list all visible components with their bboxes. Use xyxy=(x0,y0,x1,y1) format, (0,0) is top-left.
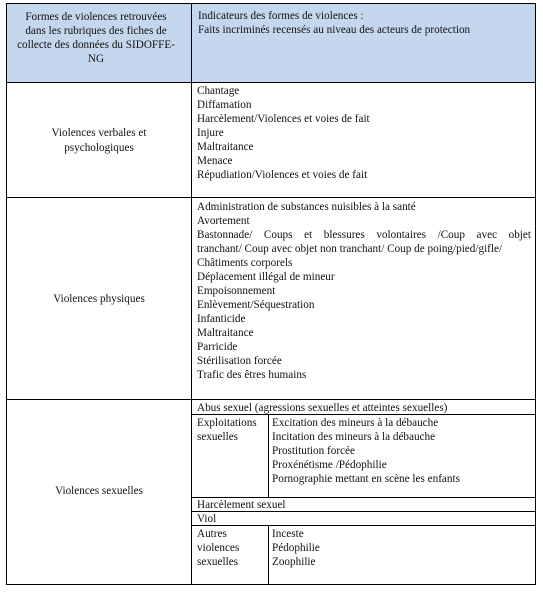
list-item: Chantage xyxy=(197,85,240,97)
category-physical: Violences physiques xyxy=(53,293,145,305)
list-item: Maltraitance xyxy=(197,141,254,153)
exploitation-label-line: sexuelles xyxy=(197,431,239,443)
header-forms-line: collecte des données du SIDOFFE- xyxy=(17,39,175,51)
list-item: Châtiments corporels xyxy=(197,257,293,269)
subcolumn-divider xyxy=(268,525,269,585)
exploitation-label-line: Exploitations xyxy=(197,417,257,429)
exploitation-label xyxy=(197,416,257,444)
list-item: Harcèlement sexuel xyxy=(197,499,286,511)
list-item: Excitation des mineurs à la débauche xyxy=(272,417,439,429)
category-verbal-line: psychologiques xyxy=(64,142,134,154)
list-item: Zoophilie xyxy=(272,556,316,568)
list-item: Menace xyxy=(197,155,233,167)
header-forms-line: Formes de violences retrouvées xyxy=(25,11,167,23)
other-sexual-label-line: sexuelles xyxy=(197,556,239,568)
list-item: Enlèvement/Séquestration xyxy=(197,299,315,311)
rape-row xyxy=(197,512,216,526)
row-divider xyxy=(6,82,536,83)
list-item: Administration de substances nuisibles à la santé xyxy=(197,201,416,213)
list-item: Stérilisation forcée xyxy=(197,355,282,367)
list-item: Inceste xyxy=(272,528,304,540)
category-sexual: Violences sexuelles xyxy=(55,485,143,497)
list-item: Prostitution forcée xyxy=(272,445,355,457)
list-item: Pornographie mettant en scène les enfants xyxy=(272,473,460,485)
list-item: Déplacement illégal de mineur xyxy=(197,271,335,283)
physical-items-list xyxy=(197,200,531,382)
list-item: Proxénétisme /Pédophilie xyxy=(272,459,387,471)
subcolumn-divider xyxy=(268,414,269,497)
header-forms-line: NG xyxy=(87,53,105,65)
list-item: Abus sexuel (agressions sexuelles et atteintes sexuelles) xyxy=(197,402,448,414)
category-verbal xyxy=(8,126,190,156)
list-item: Trafic des êtres humains xyxy=(197,369,307,381)
list-item: Avortement xyxy=(197,215,250,227)
list-item: Viol xyxy=(197,513,217,525)
header-indicators-text xyxy=(198,9,528,37)
other-sexual-label xyxy=(197,527,239,569)
sexual-abuse-row xyxy=(197,401,447,415)
list-item: Pédophilie xyxy=(272,542,320,554)
list-item: Harcèlement/Violences et voies de fait xyxy=(197,113,370,125)
list-item: Empoisonnement xyxy=(197,285,276,297)
list-item: Injure xyxy=(197,127,224,139)
exploitation-items-list xyxy=(272,416,460,486)
other-sexual-items-list xyxy=(272,527,320,569)
list-item: Diffamation xyxy=(197,99,252,111)
list-item: Bastonnade/ Coups et blessures volontaires /Coup avec objet xyxy=(197,229,531,241)
list-item: Infanticide xyxy=(197,313,246,325)
subrow-divider xyxy=(191,525,536,526)
list-item: Incitation des mineurs à la débauche xyxy=(272,431,436,443)
sexual-harassment-row xyxy=(197,498,286,512)
header-indicators-line: Faits incriminés recensés au niveau des acteurs de protection xyxy=(198,24,471,36)
row-divider xyxy=(6,197,536,198)
list-item: tranchant/ Coup avec objet non tranchant/ Coup de poing/pied/gifle/ xyxy=(197,243,503,255)
category-verbal-line: Violences verbales et xyxy=(51,127,147,139)
other-sexual-label-line: Autres xyxy=(197,528,227,540)
list-item: Répudiation/Violences et voies de fait xyxy=(197,169,368,181)
list-item: Maltraitance xyxy=(197,327,254,339)
row-divider xyxy=(6,399,536,400)
header-forms-text xyxy=(10,10,182,66)
verbal-items-list xyxy=(197,84,531,182)
other-sexual-label-line: violences xyxy=(197,542,240,554)
list-item: Parricide xyxy=(197,341,238,353)
header-forms-line: dans les rubriques des fiches de xyxy=(25,25,167,37)
header-indicators-line: Indicateurs des formes de violences : xyxy=(198,10,364,22)
